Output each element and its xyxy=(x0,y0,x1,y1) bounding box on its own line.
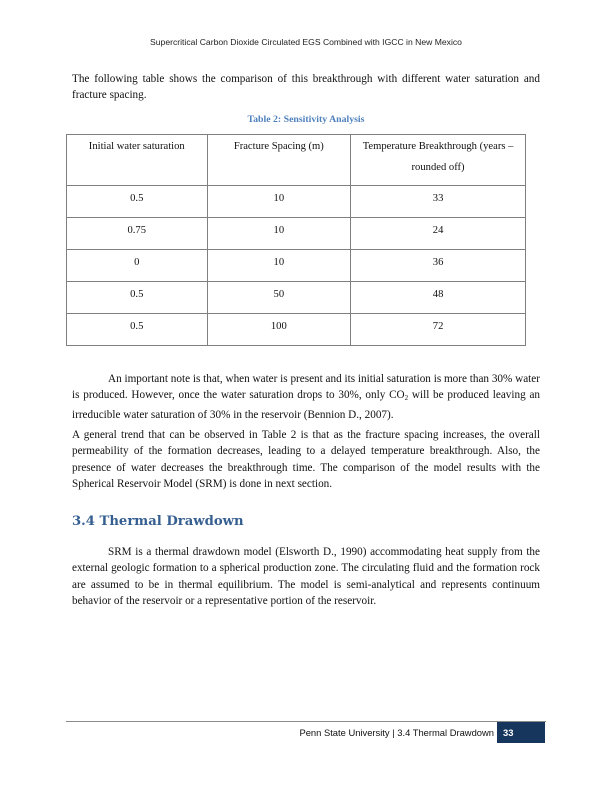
table-row xyxy=(67,314,526,346)
column-header: Fracture Spacing (m) xyxy=(207,135,351,186)
footer-text: Penn State University | 3.4 Thermal Drawdown xyxy=(299,727,494,738)
table-row xyxy=(67,250,526,282)
table-row xyxy=(67,282,526,314)
intro-paragraph: The following table shows the comparison of this breakthrough with different water saturation and fracture spacing. xyxy=(72,73,540,102)
table-cell: 0.75 xyxy=(67,218,208,250)
footer-divider xyxy=(66,721,546,722)
srm-text: SRM is a thermal drawdown model (Elsworth D., 1990) accommodating heat supply from the external geologic formation to a spherical production zone. The circulating fluid and the formation rock are assumed to be in thermal equilibrium. The model is semi-analytical and represents continuum behavior of the reservoir or a representative portion of the reservoir. xyxy=(72,546,540,607)
table-cell: 10 xyxy=(207,186,351,218)
table-cell: 0.5 xyxy=(67,186,208,218)
table-cell: 10 xyxy=(207,218,351,250)
table-cell: 24 xyxy=(351,218,526,250)
note-text: An important note is that, when water is present and its initial saturation is more than 30% water is produced. However, once the water saturation drops to 30%, only CO xyxy=(72,373,540,402)
table-cell: 0 xyxy=(67,250,208,282)
table-row xyxy=(67,218,526,250)
running-header: Supercritical Carbon Dioxide Circulated EGS Combined with IGCC in New Mexico xyxy=(150,37,462,47)
table-cell: 50 xyxy=(207,282,351,314)
subscript: 2 xyxy=(404,394,409,403)
table-caption: Table 2: Sensitivity Analysis xyxy=(247,114,365,125)
table-header-row xyxy=(67,135,526,186)
table-cell: 36 xyxy=(351,250,526,282)
note-text-continued: will be produced leaving an irreducible water saturation of 30% in the reservoir (Bennion D., 2007). xyxy=(72,389,541,421)
table-cell: 0.5 xyxy=(67,314,208,346)
table-cell: 72 xyxy=(351,314,526,346)
sensitivity-table xyxy=(66,134,526,346)
trend-paragraph: A general trend that can be observed in Table 2 is that as the fracture spacing increases, the overall permeability of the formation decreases, leading to a delayed temperature breakthrough. Also, the presence of water decreases the breakthrough time. The comparison of the model results with the Spherical Reservoir Model (SRM) is done in next section. xyxy=(72,429,540,490)
srm-paragraph xyxy=(72,544,540,609)
table-cell: 48 xyxy=(351,282,526,314)
table-cell: 0.5 xyxy=(67,282,208,314)
table-row xyxy=(67,186,526,218)
note-paragraph xyxy=(72,371,540,423)
table-cell: 100 xyxy=(207,314,351,346)
table-cell: 10 xyxy=(207,250,351,282)
column-header: Initial water saturation xyxy=(67,135,208,186)
page-number: 33 xyxy=(497,722,545,743)
section-heading: 3.4 Thermal Drawdown xyxy=(72,514,244,529)
table-cell: 33 xyxy=(351,186,526,218)
column-header: Temperature Breakthrough (years – rounded off) xyxy=(351,135,526,186)
